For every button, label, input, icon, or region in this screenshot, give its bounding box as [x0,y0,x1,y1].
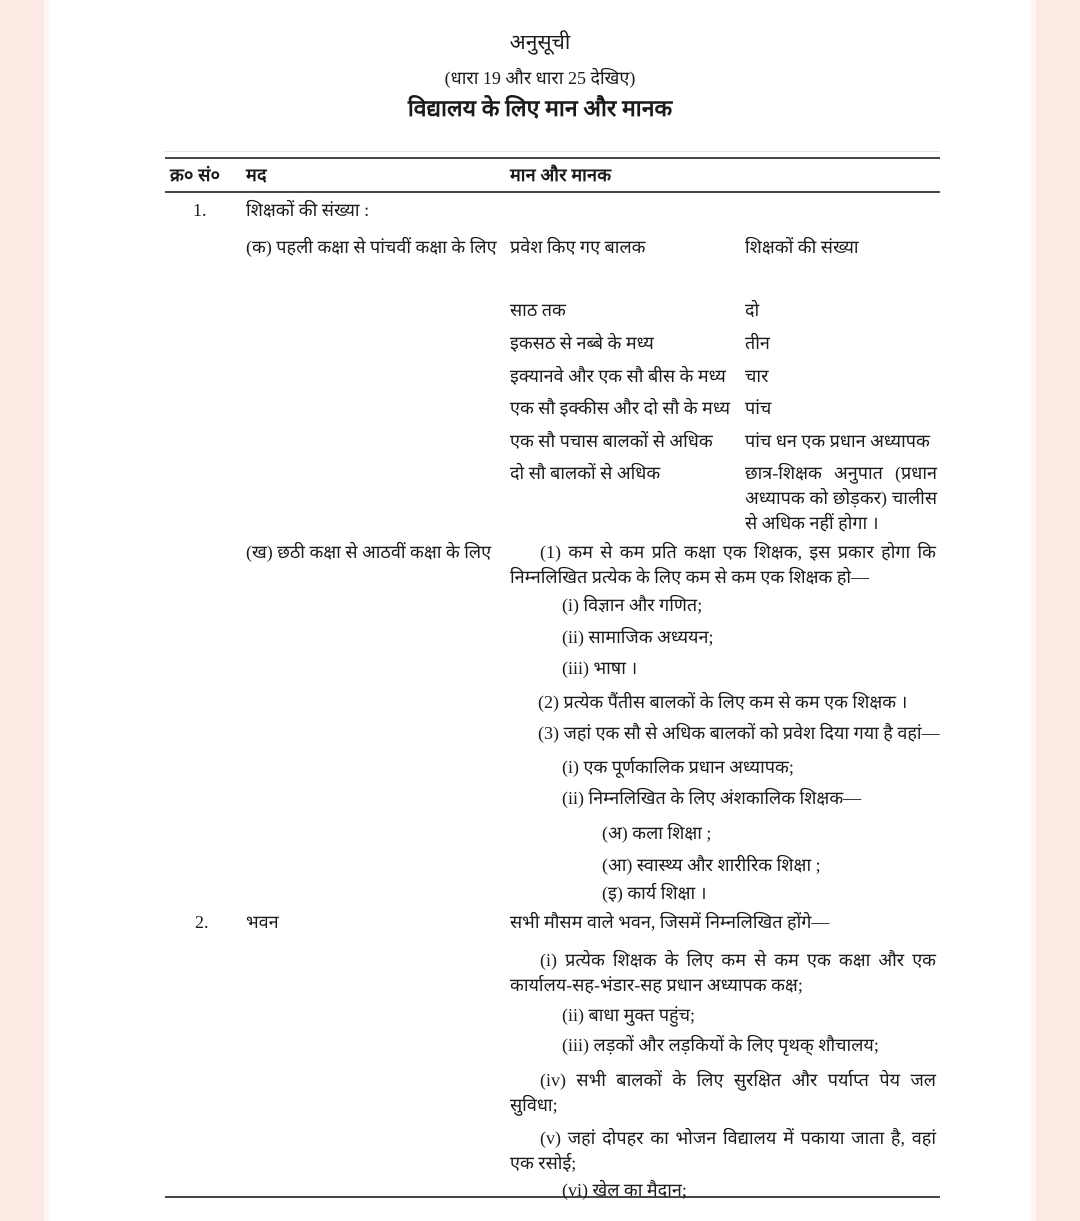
schedule-heading: विद्यालय के लिए मान और मानक [407,96,673,121]
row2-serial: 2. [195,912,209,932]
teacher-count: दो [745,300,760,320]
row2-item: भवन [246,912,279,932]
clause1-list-item: (i) विज्ञान और गणित; [562,595,703,615]
row1-serial: 1. [193,200,207,220]
clause1-list-item: (iii) भाषा । [562,658,638,678]
row1b-label: (ख) छठी कक्षा से आठवीं कक्षा के लिए [246,542,492,562]
row1a-col-left-header: प्रवेश किए गए बालक [510,237,646,257]
teacher-count: चार [745,366,769,386]
enrollment-range: इक्यानवे और एक सौ बीस के मध्य [510,366,726,386]
teacher-count: पांच [745,398,772,418]
right-edge-fade [1031,0,1036,1221]
teacher-count: तीन [745,333,770,353]
building-item: (iv) सभी बालकों के लिए सुरक्षित और पर्याप्त पेय जल सुविधा; [510,1070,936,1115]
col-header-item: मद [246,165,267,185]
enrollment-range: दो सौ बालकों से अधिक [510,463,661,483]
table-bottom-rule [165,1196,940,1198]
row1b-clause2: (2) प्रत्येक पैंतीस बालकों के लिए कम से कम एक शिक्षक । [538,692,908,712]
teacher-count: पांच धन एक प्रधान अध्यापक [745,431,930,451]
building-item: (iii) लड़कों और लड़कियों के लिए पृथक् शौचालय; [562,1035,879,1055]
clause3-list-item: (ii) निम्नलिखित के लिए अंशकालिक शिक्षक— [562,788,862,808]
left-edge-tint [0,0,44,1221]
enrollment-range: साठ तक [510,300,566,320]
right-edge-tint [1036,0,1080,1221]
row2-intro: सभी मौसम वाले भवन, जिसमें निम्नलिखित होंगे— [510,912,830,932]
enrollment-range: एक सौ इक्कीस और दो सौ के मध्य [510,398,731,418]
row1-item: शिक्षकों की संख्या : [246,200,370,220]
clause1-list-item: (ii) सामाजिक अध्ययन; [562,627,714,647]
col-header-serial: क्र० सं० [170,165,221,185]
row1b-clause3: (3) जहां एक सौ से अधिक बालकों को प्रवेश दिया गया है वहां— [538,723,940,743]
row1a-col-right-header: शिक्षकों की संख्या [745,237,859,257]
enrollment-range: इकसठ से नब्बे के मध्य [510,333,654,353]
clause3-sub-item: (अ) कला शिक्षा ; [602,823,712,843]
row1a-label: (क) पहली कक्षा से पांचवीं कक्षा के लिए [246,237,497,257]
clause3-sub-item: (आ) स्वास्थ्य और शारीरिक शिक्षा ; [602,855,821,875]
clause3-list-item: (i) एक पूर्णकालिक प्रधान अध्यापक; [562,757,794,777]
building-item: (ii) बाधा मुक्त पहुंच; [562,1005,696,1025]
enrollment-range: एक सौ पचास बालकों से अधिक [510,431,713,451]
table-top-rule [165,157,940,159]
clause3-sub-item: (इ) कार्य शिक्षा । [602,883,707,903]
col-header-norms: मान और मानक [510,165,612,185]
building-item: (i) प्रत्येक शिक्षक के लिए कम से कम एक कक्षा और एक कार्यालय-सह-भंडार-सह प्रधान अध्यापक कक्ष; [510,950,936,995]
building-item: (vi) खेल का मैदान; [562,1180,687,1200]
table-header-rule [165,191,940,193]
building-item: (v) जहां दोपहर का भोजन विद्यालय में पकाया जाता है, वहां एक रसोई; [510,1128,936,1173]
table-top-faint-line [165,151,940,152]
left-edge-fade [44,0,49,1221]
teacher-count-note: छात्र-शिक्षक अनुपात (प्रधान अध्यापक को छोड़कर) चालीस से अधिक नहीं होगा । [745,463,937,533]
schedule-title: अनुसूची [509,30,571,54]
row1b-clause1: (1) कम से कम प्रति कक्षा एक शिक्षक, इस प्रकार होगा कि निम्नलिखित प्रत्येक के लिए कम से कम एक शिक्षक हो— [510,542,936,587]
schedule-subtitle: (धारा 19 और धारा 25 देखिए) [444,68,636,88]
